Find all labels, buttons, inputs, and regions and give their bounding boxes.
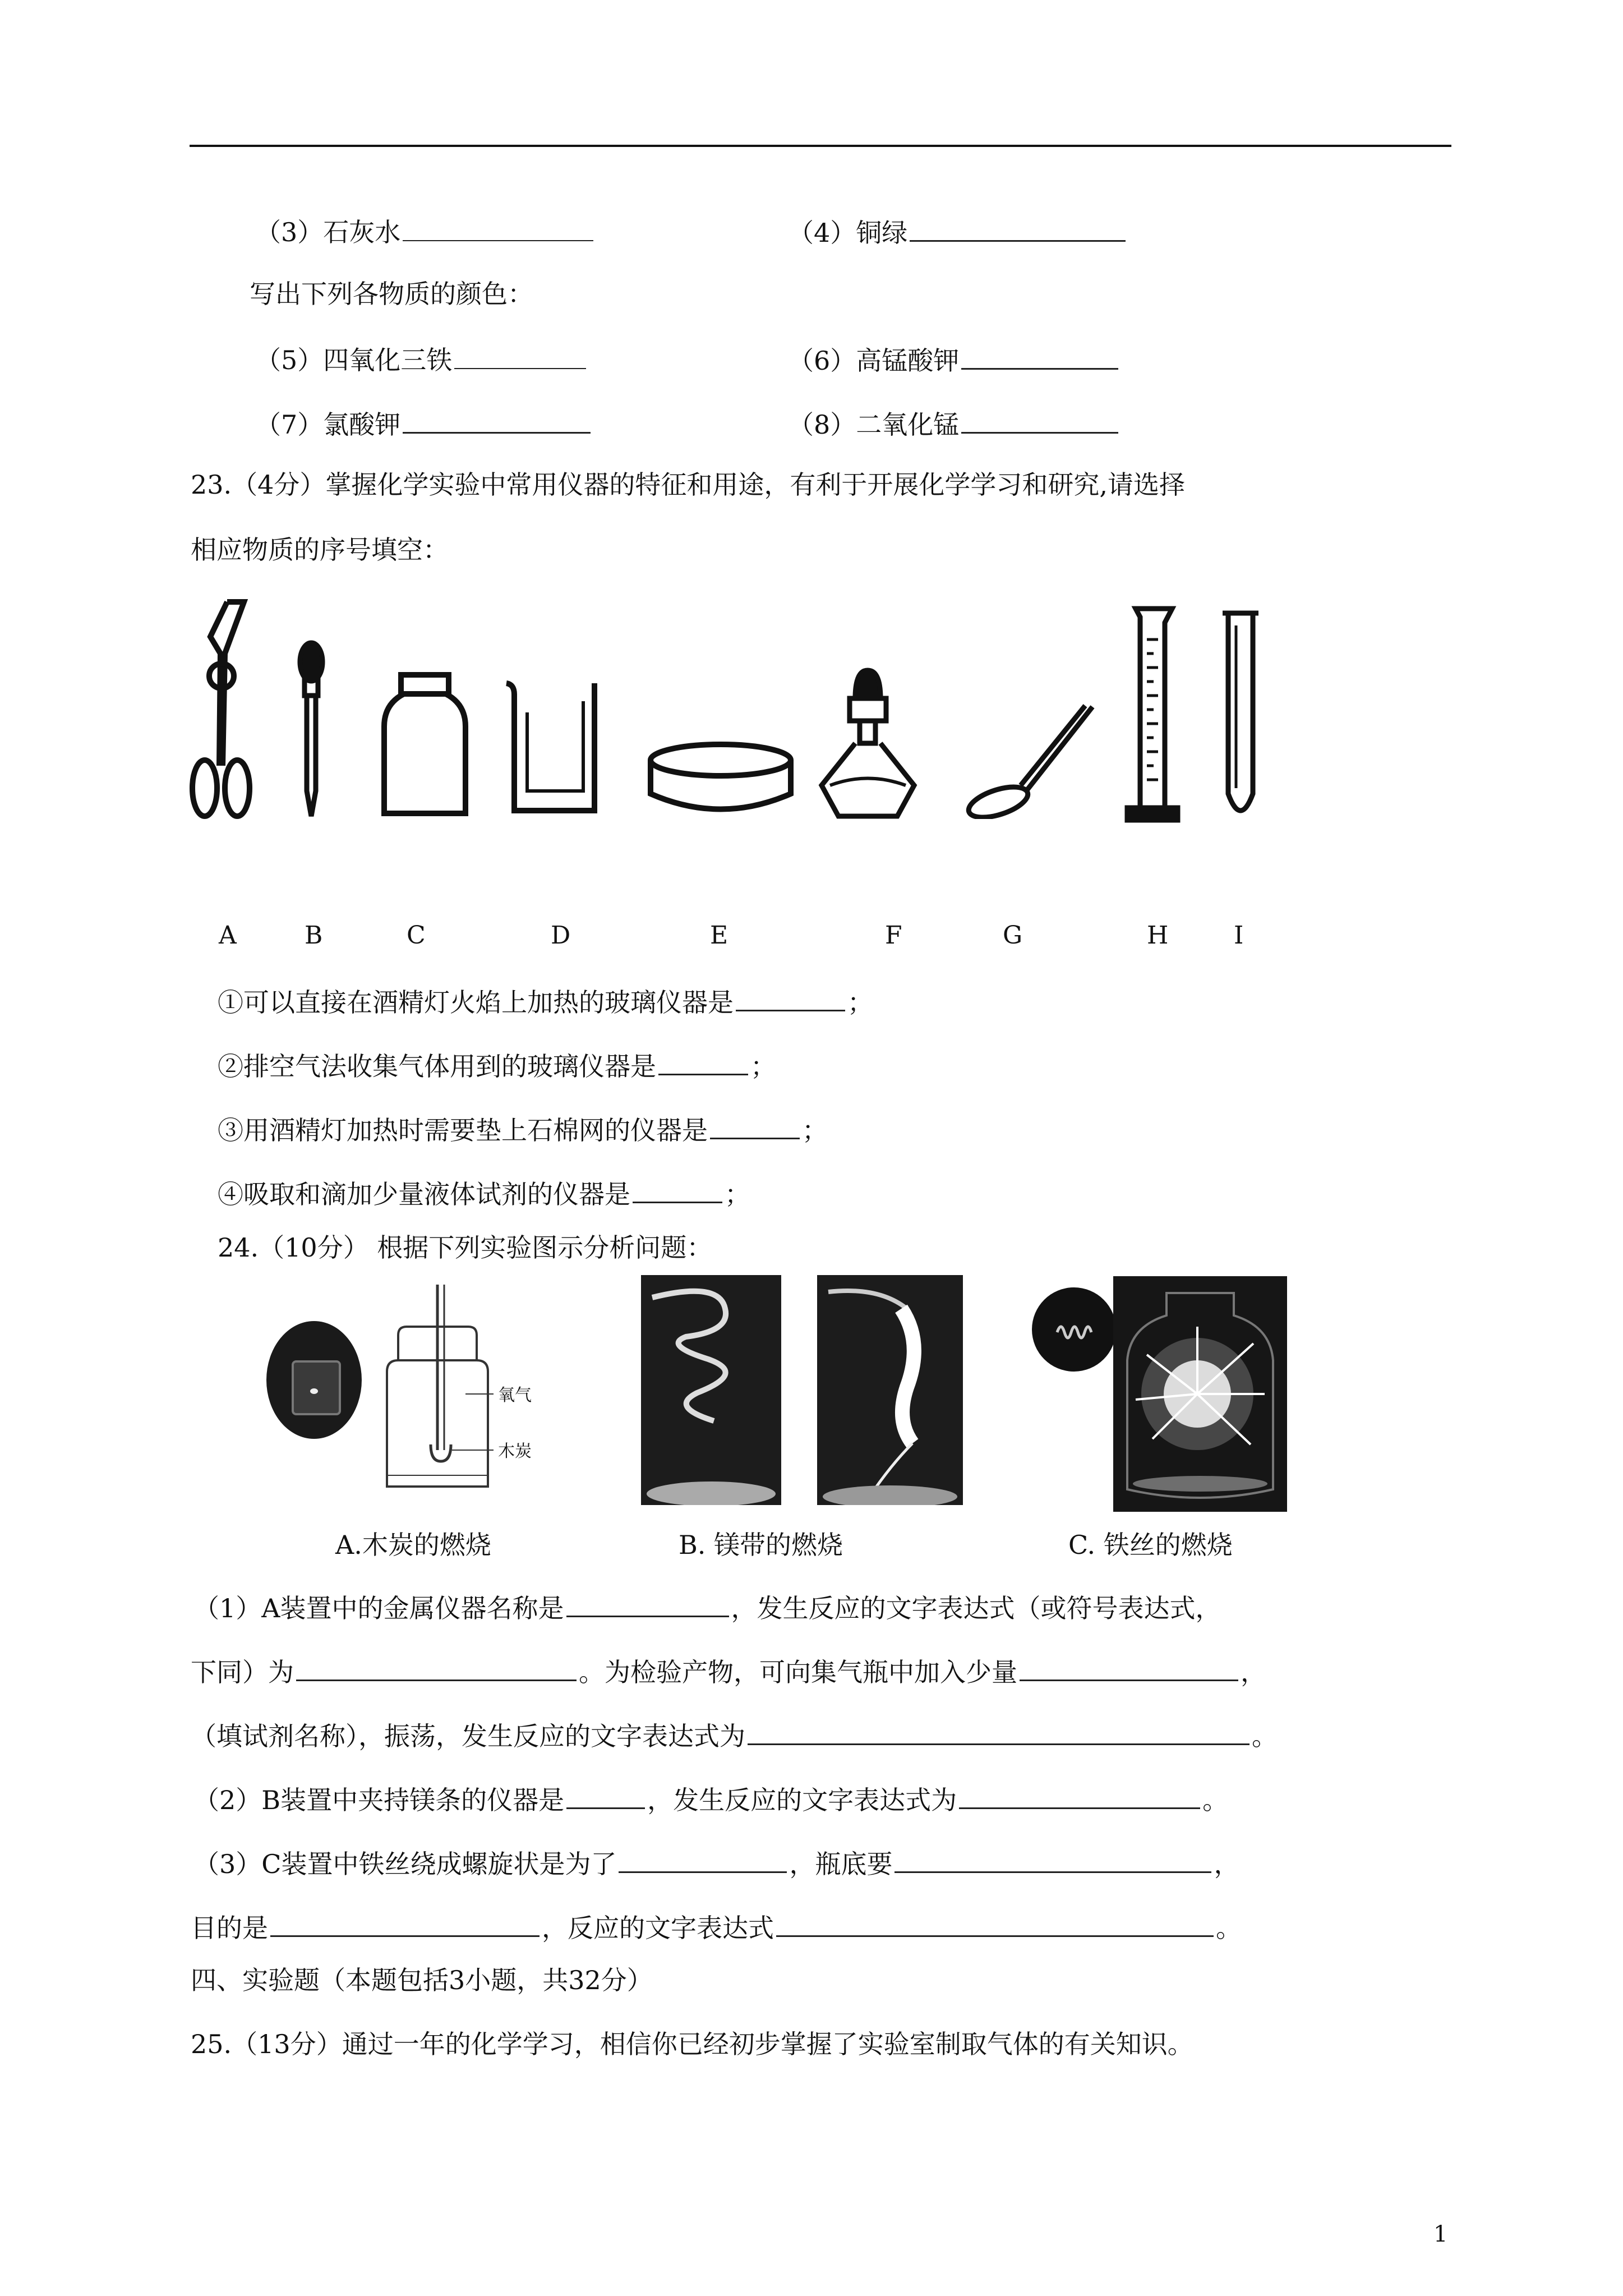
q23-sub-1: ①可以直接在酒精灯火焰上加热的玻璃仪器是 ； [218,982,873,1019]
answer-blank[interactable] [566,1588,729,1617]
answer-blank[interactable] [1020,1651,1238,1681]
q24-part1-line3: （填试剂名称），振荡，发生反应的文字表达式为 。 [191,1715,1278,1753]
answer-blank[interactable] [736,982,845,1011]
q24-part1-line2: 下同）为 。为检验产物，可向集气瓶中加入少量 ， [191,1651,1266,1689]
answer-blank[interactable] [748,1715,1249,1745]
answer-blank[interactable] [895,1843,1211,1873]
gas-bottle-icon [379,670,471,819]
answer-blank[interactable] [403,404,591,434]
answer-blank[interactable] [961,340,1118,370]
q24-part3-line2: 目的是 ，反应的文字表达式 。 [191,1907,1242,1945]
answer-blank[interactable] [959,1779,1200,1809]
test-tube-icon [1218,609,1263,825]
crucible-tongs-icon [188,597,261,822]
caption-a: A.木炭的燃烧 [335,1530,491,1560]
alcohol-lamp-icon [816,665,920,822]
dropper-icon [294,639,328,819]
q22-item-3: （3）石灰水 [255,212,596,249]
caption-b: B. 镁带的燃烧 [679,1530,843,1560]
label-d: D [551,921,571,950]
q24-part2: （2）B装置中夹持镁条的仪器是 ，发生反应的文字表达式为 。 [193,1779,1228,1817]
label-f: F [885,921,902,950]
q23-stem-line1: 23.（4分）掌握化学实验中常用仪器的特征和用途，有利于开展化学学习和研究,请选择 [191,470,1186,500]
magnesium-photo-burning [817,1275,963,1505]
q23-sub-4: ④吸取和滴加少量液体试剂的仪器是 ； [218,1174,750,1211]
label-a: A [219,921,237,950]
q22-item-7: （7）氯酸钾 [255,404,593,441]
q22-color-prompt: 写出下列各物质的颜色： [250,279,533,309]
answer-blank[interactable] [910,212,1126,242]
answer-blank[interactable] [454,340,586,369]
answer-blank[interactable] [566,1779,645,1809]
charcoal-label: 木炭 [498,1442,532,1461]
evaporating-dish-icon [645,740,796,825]
label-h: H [1147,921,1169,950]
oxygen-label: 氧气 [498,1386,532,1405]
answer-blank[interactable] [710,1110,800,1139]
answer-blank[interactable] [658,1046,748,1075]
magnesium-photo-before [641,1275,781,1505]
q23-sub-3: ③用酒精灯加热时需要垫上石棉网的仪器是 ； [218,1110,828,1147]
answer-blank[interactable] [403,212,593,241]
answer-blank[interactable] [776,1907,1214,1937]
answer-blank[interactable] [633,1174,722,1203]
header-rule [190,145,1451,147]
medicine-spoon-icon [965,701,1099,819]
answer-blank[interactable] [270,1907,540,1937]
iron-spiral-closeup-photo [1032,1287,1116,1372]
q23-stem-line2: 相应物质的序号填空： [191,535,449,565]
q24-part1-line1: （1）A装置中的金属仪器名称是 ，发生反应的文字表达式（或符号表达式， [193,1588,1221,1625]
label-i: I [1234,921,1244,950]
answer-blank[interactable] [619,1843,787,1873]
beaker-icon [502,679,606,819]
label-g: G [1003,921,1023,950]
label-b: B [305,921,323,950]
q22-item-4: （4）铜绿 [788,212,1128,250]
section-4-heading: 四、实验题（本题包括3小题，共32分） [191,1965,653,1995]
q22-item-8: （8）二氧化锰 [788,404,1121,441]
charcoal-apparatus-diagram [381,1282,494,1495]
graduated-cylinder-icon [1124,606,1181,825]
q22-item-5: （5）四氧化三铁 [255,340,588,377]
caption-c: C. 铁丝的燃烧 [1068,1530,1233,1560]
q24-part3-line1: （3）C装置中铁丝绕成螺旋状是为了 ，瓶底要 ， [193,1843,1239,1881]
label-c: C [407,921,426,950]
charcoal-closeup-photo [266,1321,362,1439]
q25-stem: 25.（13分）通过一年的化学学习，相信你已经初步掌握了实验室制取气体的有关知识。 [191,2029,1193,2059]
q22-item-6: （6）高锰酸钾 [788,340,1121,378]
answer-blank[interactable] [961,404,1118,434]
page-number: 1 [1433,2221,1448,2247]
iron-wire-burning-photo [1113,1276,1287,1512]
label-e: E [710,921,728,950]
q24-title: 24.（10分） 根据下列实验图示分析问题： [218,1232,713,1263]
answer-blank[interactable] [296,1651,577,1681]
q23-sub-2: ②排空气法收集气体用到的玻璃仪器是 ； [218,1046,776,1083]
